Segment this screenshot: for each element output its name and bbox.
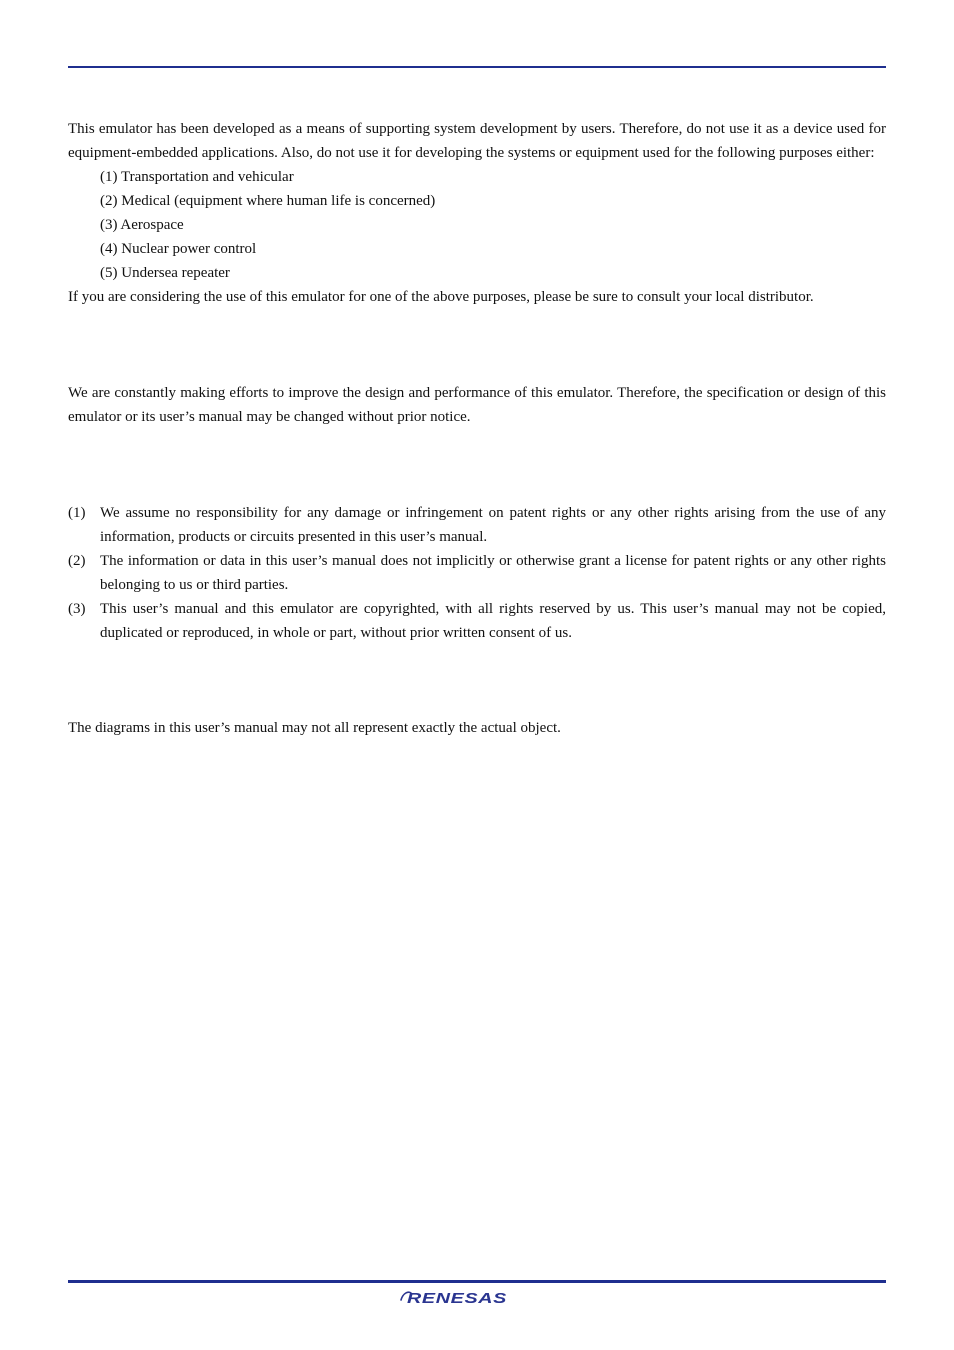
usage-restriction-section bbox=[68, 117, 886, 309]
rights-item-number: (1) bbox=[68, 505, 86, 521]
rights-list bbox=[68, 501, 886, 645]
rights-item-text: This user’s manual and this emulator are copyrighted, with all rights reserved by us. This user’s manual may not be copied, duplicated or reproduced, in whole or part, without prior written consent of us. bbox=[100, 601, 886, 641]
rights-item bbox=[68, 501, 886, 549]
rights-item-text: The information or data in this user’s manual does not implicitly or otherwise grant a license for patent rights or any other rights belonging to us or third parties. bbox=[100, 553, 886, 593]
purpose-item: (2) Medical (equipment where human life is concerned) bbox=[100, 193, 436, 209]
purpose-item: (4) Nuclear power control bbox=[100, 241, 257, 257]
purpose-item: (3) Aerospace bbox=[100, 217, 184, 233]
purpose-item: (1) Transportation and vehicular bbox=[100, 169, 294, 185]
purpose-item: (5) Undersea repeater bbox=[100, 265, 230, 281]
rights-item bbox=[68, 549, 886, 597]
diagrams-text: The diagrams in this user’s manual may not all represent exactly the actual object. bbox=[68, 720, 561, 736]
rights-item-text: We assume no responsibility for any damage or infringement on patent rights or any other rights arising from the use of any information, products or circuits presented in this user’s manual. bbox=[100, 505, 886, 545]
rights-item-number: (3) bbox=[68, 601, 86, 617]
improvement-section bbox=[68, 381, 886, 429]
renesas-logo-icon bbox=[398, 1287, 510, 1307]
usage-intro: This emulator has been developed as a means of supporting system development by users. Therefore, do not use it as a device used for equipment-embedded applications. Also, do not use it for developing the systems or equipment used for the following purposes either: bbox=[68, 121, 886, 161]
rights-section bbox=[68, 501, 886, 645]
logo-text: RENESAS bbox=[407, 1290, 507, 1307]
rights-item bbox=[68, 597, 886, 645]
rights-item-number: (2) bbox=[68, 553, 86, 569]
diagrams-section bbox=[68, 716, 886, 740]
usage-closing: If you are considering the use of this emulator for one of the above purposes, please be sure to consult your local distributor. bbox=[68, 289, 814, 305]
page-content bbox=[68, 117, 886, 812]
footer-rule bbox=[68, 1280, 886, 1283]
header-rule bbox=[68, 66, 886, 68]
improvement-text: We are constantly making efforts to improve the design and performance of this emulator. Therefore, the specification or design of this emulator or its user’s manual may be changed without prior notice. bbox=[68, 385, 886, 425]
